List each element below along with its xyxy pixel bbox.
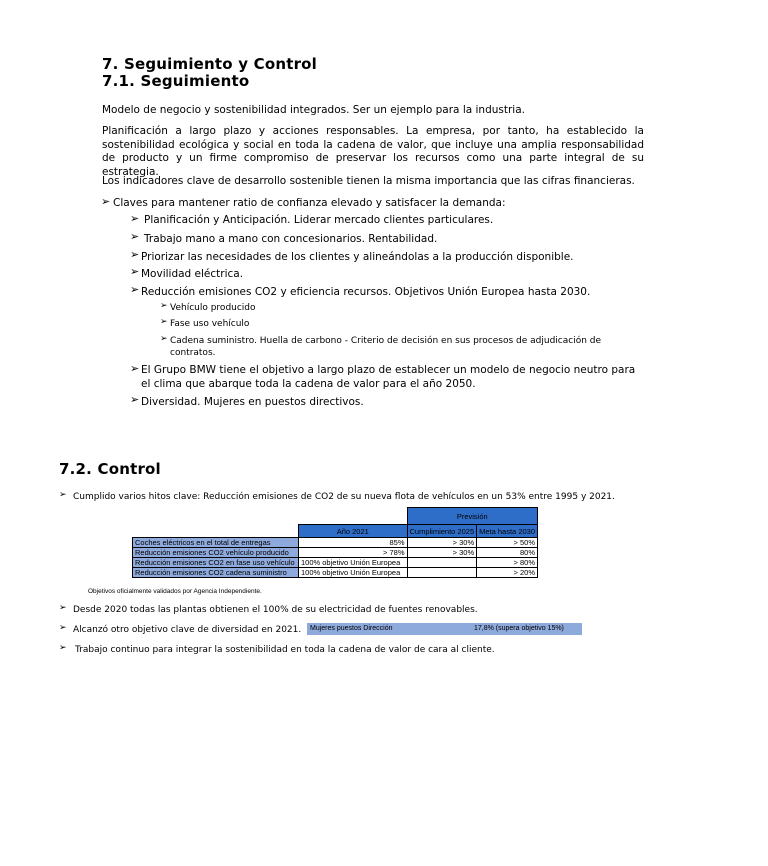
table-row bbox=[133, 548, 538, 558]
paragraph-intro: Modelo de negocio y sostenibilidad integrados. Ser un ejemplo para la industria. bbox=[102, 104, 525, 116]
diversity-label: Mujeres puestos Dirección bbox=[310, 625, 393, 632]
diversity-value: 17,8% (supera objetivo 15%) bbox=[474, 625, 564, 632]
table-note: Objetivos oficialmente validados por Agencia Independiente. bbox=[88, 588, 262, 595]
row-label: Reducción emisiones CO2 cadena suministro bbox=[133, 568, 299, 578]
cell-2030: > 50% bbox=[477, 538, 538, 548]
arrow-bullet-icon: ➢ bbox=[59, 603, 67, 613]
table-row bbox=[133, 558, 538, 568]
arrow-bullet-icon: ➢ bbox=[101, 195, 111, 208]
cell-2025: > 30% bbox=[407, 548, 477, 558]
cell-2021: 100% objetivo Unión Europea bbox=[299, 558, 408, 568]
prevision-header: Previsión bbox=[407, 508, 538, 525]
subsection-title: 7.1. Seguimiento bbox=[102, 72, 250, 90]
cell-2030: > 20% bbox=[477, 568, 538, 578]
arrow-bullet-icon: ➢ bbox=[59, 643, 67, 653]
table-row bbox=[133, 538, 538, 548]
row-label: Coches eléctricos en el total de entregas bbox=[133, 538, 299, 548]
section-title: 7. Seguimiento y Control bbox=[102, 55, 318, 73]
row-label: Reducción emisiones CO2 vehículo producido bbox=[133, 548, 299, 558]
arrow-bullet-icon: ➢ bbox=[160, 317, 168, 327]
cell-2021: 85% bbox=[299, 538, 408, 548]
list-item: Planificación y Anticipación. Liderar mercado clientes particulares. bbox=[144, 214, 494, 226]
sub-list-item: Vehículo producido bbox=[170, 303, 256, 313]
list-item: Movilidad eléctrica. bbox=[141, 268, 244, 280]
sub-list-item: Cadena suministro. Huella de carbono - Criterio de decisión en sus procesos de adjudicación de contratos. bbox=[170, 336, 602, 358]
col-header: Año 2021 bbox=[299, 525, 408, 538]
diversity-bar bbox=[307, 623, 582, 635]
list-item: Priorizar las necesidades de los clientes y alineándolas a la producción disponible. bbox=[141, 251, 574, 263]
arrow-bullet-icon: ➢ bbox=[59, 623, 67, 633]
kpi-table bbox=[132, 507, 538, 578]
control-title: 7.2. Control bbox=[59, 460, 161, 478]
col-header: Meta hasta 2030 bbox=[477, 525, 538, 538]
col-header: Cumplimiento 2025 bbox=[407, 525, 477, 538]
list-item: El Grupo BMW tiene el objetivo a largo plazo de establecer un modelo de negocio neutro para el clima que abarque toda la cadena de valor para el año 2050. bbox=[141, 364, 636, 390]
arrow-bullet-icon: ➢ bbox=[59, 490, 67, 500]
arrow-bullet-icon: ➢ bbox=[130, 362, 140, 375]
arrow-bullet-icon: ➢ bbox=[130, 230, 140, 243]
paragraph-indicators: Los indicadores clave de desarrollo sostenible tienen la misma importancia que las cifras financieras. bbox=[102, 175, 635, 187]
arrow-bullet-icon: ➢ bbox=[130, 212, 140, 225]
arrow-bullet-icon: ➢ bbox=[160, 301, 168, 311]
sub-list-item: Fase uso vehículo bbox=[170, 319, 250, 329]
cell-2030: > 80% bbox=[477, 558, 538, 568]
list-item: Diversidad. Mujeres en puestos directivos. bbox=[141, 396, 364, 408]
control-bullet-renewables: Desde 2020 todas las plantas obtienen el 100% de su electricidad de fuentes renovables. bbox=[73, 605, 478, 615]
control-bullet-diversity: Alcanzó otro objetivo clave de diversidad en 2021. bbox=[73, 625, 302, 635]
cell-2030: 80% bbox=[477, 548, 538, 558]
cell-2025 bbox=[407, 568, 477, 578]
arrow-bullet-icon: ➢ bbox=[130, 393, 140, 406]
control-bullet-value-chain: Trabajo continuo para integrar la sostenibilidad en toda la cadena de valor de cara al cliente. bbox=[75, 645, 495, 655]
arrow-bullet-icon: ➢ bbox=[130, 248, 140, 261]
list-item: Reducción emisiones CO2 y eficiencia recursos. Objetivos Unión Europea hasta 2030. bbox=[141, 286, 591, 298]
cell-2021: > 78% bbox=[299, 548, 408, 558]
list-item: Trabajo mano a mano con concesionarios. Rentabilidad. bbox=[144, 233, 438, 245]
cell-2021: 100% objetivo Unión Europea bbox=[299, 568, 408, 578]
arrow-bullet-icon: ➢ bbox=[130, 265, 140, 278]
cell-2025 bbox=[407, 558, 477, 568]
paragraph-planning: Planificación a largo plazo y acciones responsables. La empresa, por tanto, ha establecido la sostenibilidad ecológica y social en toda la cadena de valor, que incluye una amplia responsabilidad de producto y un firme compromiso de preservar los recursos como una parte integral de su estrategia. bbox=[102, 125, 644, 178]
table-row bbox=[133, 568, 538, 578]
claves-heading: Claves para mantener ratio de confianza elevado y satisfacer la demanda: bbox=[113, 197, 506, 209]
arrow-bullet-icon: ➢ bbox=[130, 283, 140, 296]
arrow-bullet-icon: ➢ bbox=[160, 334, 168, 344]
control-bullet-co2: Cumplido varios hitos clave: Reducción emisiones de CO2 de su nueva flota de vehículos en un 53% entre 1995 y 2021. bbox=[73, 492, 615, 502]
cell-2025: > 30% bbox=[407, 538, 477, 548]
row-label: Reducción emisiones CO2 en fase uso vehículo bbox=[133, 558, 299, 568]
